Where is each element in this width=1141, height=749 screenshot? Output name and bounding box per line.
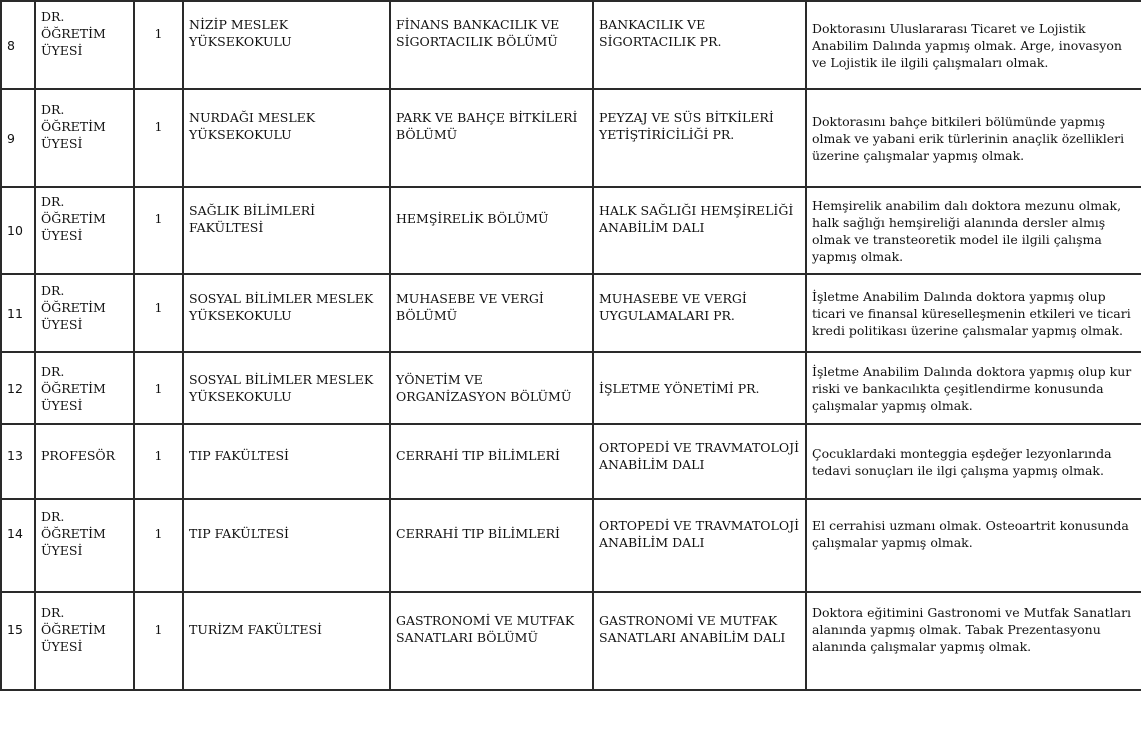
academic-title: DR. ÖĞRETİM ÜYESİ: [35, 499, 134, 592]
row-number: 13: [1, 424, 35, 499]
row-number: 10: [1, 187, 35, 274]
table-row: [1, 499, 1141, 592]
department: CERRAHİ TIP BİLİMLERİ: [390, 499, 593, 592]
academic-title: DR. ÖĞRETİM ÜYESİ: [35, 274, 134, 352]
program: ORTOPEDİ VE TRAVMATOLOJİ ANABİLİM DALI: [593, 499, 806, 592]
row-number: 9: [1, 89, 35, 187]
academic-title: PROFESÖR: [35, 424, 134, 499]
faculty-unit: TIP FAKÜLTESİ: [183, 499, 390, 592]
requirements: İşletme Anabilim Dalında doktora yapmış olup kur riski ve bankacılıkta çeşitlendirme konusunda çalışmalar yapmış olmak.: [806, 352, 1141, 424]
position-count: 1: [134, 424, 183, 499]
program: MUHASEBE VE VERGİ UYGULAMALARI PR.: [593, 274, 806, 352]
academic-title: DR. ÖĞRETİM ÜYESİ: [35, 187, 134, 274]
academic-title: DR. ÖĞRETİM ÜYESİ: [35, 1, 134, 89]
position-count: 1: [134, 89, 183, 187]
department: HEMŞİRELİK BÖLÜMÜ: [390, 187, 593, 274]
table-row: [1, 89, 1141, 187]
academic-title: DR. ÖĞRETİM ÜYESİ: [35, 89, 134, 187]
faculty-unit: TIP FAKÜLTESİ: [183, 424, 390, 499]
requirements: Doktorasını bahçe bitkileri bölümünde yapmış olmak ve yabani erik türlerinin anaçlik özellikleri üzerine çalışmalar yapmış olmak.: [806, 89, 1141, 187]
department: MUHASEBE VE VERGİ BÖLÜMÜ: [390, 274, 593, 352]
table-row: [1, 592, 1141, 690]
requirements: Hemşirelik anabilim dalı doktora mezunu olmak, halk sağlığı hemşireliği alanında dersler almış olmak ve transteoretik model ile ilgili çalışma yapmış olmak.: [806, 187, 1141, 274]
table-row: [1, 352, 1141, 424]
position-count: 1: [134, 187, 183, 274]
table-row: [1, 424, 1141, 499]
faculty-unit: SOSYAL BİLİMLER MESLEK YÜKSEKOKULU: [183, 274, 390, 352]
faculty-unit: TURİZM FAKÜLTESİ: [183, 592, 390, 690]
row-number: 12: [1, 352, 35, 424]
department: GASTRONOMİ VE MUTFAK SANATLARI BÖLÜMÜ: [390, 592, 593, 690]
program: ORTOPEDİ VE TRAVMATOLOJİ ANABİLİM DALI: [593, 424, 806, 499]
position-count: 1: [134, 499, 183, 592]
row-number: 11: [1, 274, 35, 352]
requirements: İşletme Anabilim Dalında doktora yapmış olup ticari ve finansal küreselleşmenin etkileri ve ticari kredi politikası üzerine çalısmalar yapmış olmak.: [806, 274, 1141, 352]
faculty-unit: SOSYAL BİLİMLER MESLEK YÜKSEKOKULU: [183, 352, 390, 424]
department: YÖNETİM VE ORGANİZASYON BÖLÜMÜ: [390, 352, 593, 424]
position-count: 1: [134, 592, 183, 690]
position-count: 1: [134, 274, 183, 352]
requirements: El cerrahisi uzmanı olmak. Osteoartrit konusunda çalışmalar yapmış olmak.: [806, 499, 1141, 592]
row-number: 15: [1, 592, 35, 690]
department: FİNANS BANKACILIK VE SİGORTACILIK BÖLÜMÜ: [390, 1, 593, 89]
program: PEYZAJ VE SÜS BİTKİLERİ YETİŞTİRİCİLİĞİ PR.: [593, 89, 806, 187]
requirements: Doktorasını Uluslararası Ticaret ve Lojistik Anabilim Dalında yapmış olmak. Arge, inovasyon ve Lojistik ile ilgili çalışmaları olmak.: [806, 1, 1141, 89]
program: GASTRONOMİ VE MUTFAK SANATLARI ANABİLİM DALI: [593, 592, 806, 690]
department: CERRAHİ TIP BİLİMLERİ: [390, 424, 593, 499]
requirements: Çocuklardaki monteggia eşdeğer lezyonlarında tedavi sonuçları ile ilgi çalışma yapmış olmak.: [806, 424, 1141, 499]
faculty-unit: NURDAĞI MESLEK YÜKSEKOKULU: [183, 89, 390, 187]
position-count: 1: [134, 1, 183, 89]
academic-title: DR. ÖĞRETİM ÜYESİ: [35, 592, 134, 690]
table-row: [1, 187, 1141, 274]
academic-title: DR. ÖĞRETİM ÜYESİ: [35, 352, 134, 424]
position-count: 1: [134, 352, 183, 424]
faculty-unit: NİZİP MESLEK YÜKSEKOKULU: [183, 1, 390, 89]
department: PARK VE BAHÇE BİTKİLERİ BÖLÜMÜ: [390, 89, 593, 187]
table-row: [1, 1, 1141, 89]
program: BANKACILIK VE SİGORTACILIK PR.: [593, 1, 806, 89]
program: HALK SAĞLIĞI HEMŞİRELİĞİ ANABİLİM DALI: [593, 187, 806, 274]
row-number: 14: [1, 499, 35, 592]
table-row: [1, 274, 1141, 352]
faculty-unit: SAĞLIK BİLİMLERİ FAKÜLTESİ: [183, 187, 390, 274]
requirements: Doktora eğitimini Gastronomi ve Mutfak Sanatları alanında yapmış olmak. Tabak Prezentasyonu alanında çalışmalar yapmış olmak.: [806, 592, 1141, 690]
program: İŞLETME YÖNETİMİ PR.: [593, 352, 806, 424]
row-number: 8: [1, 1, 35, 89]
